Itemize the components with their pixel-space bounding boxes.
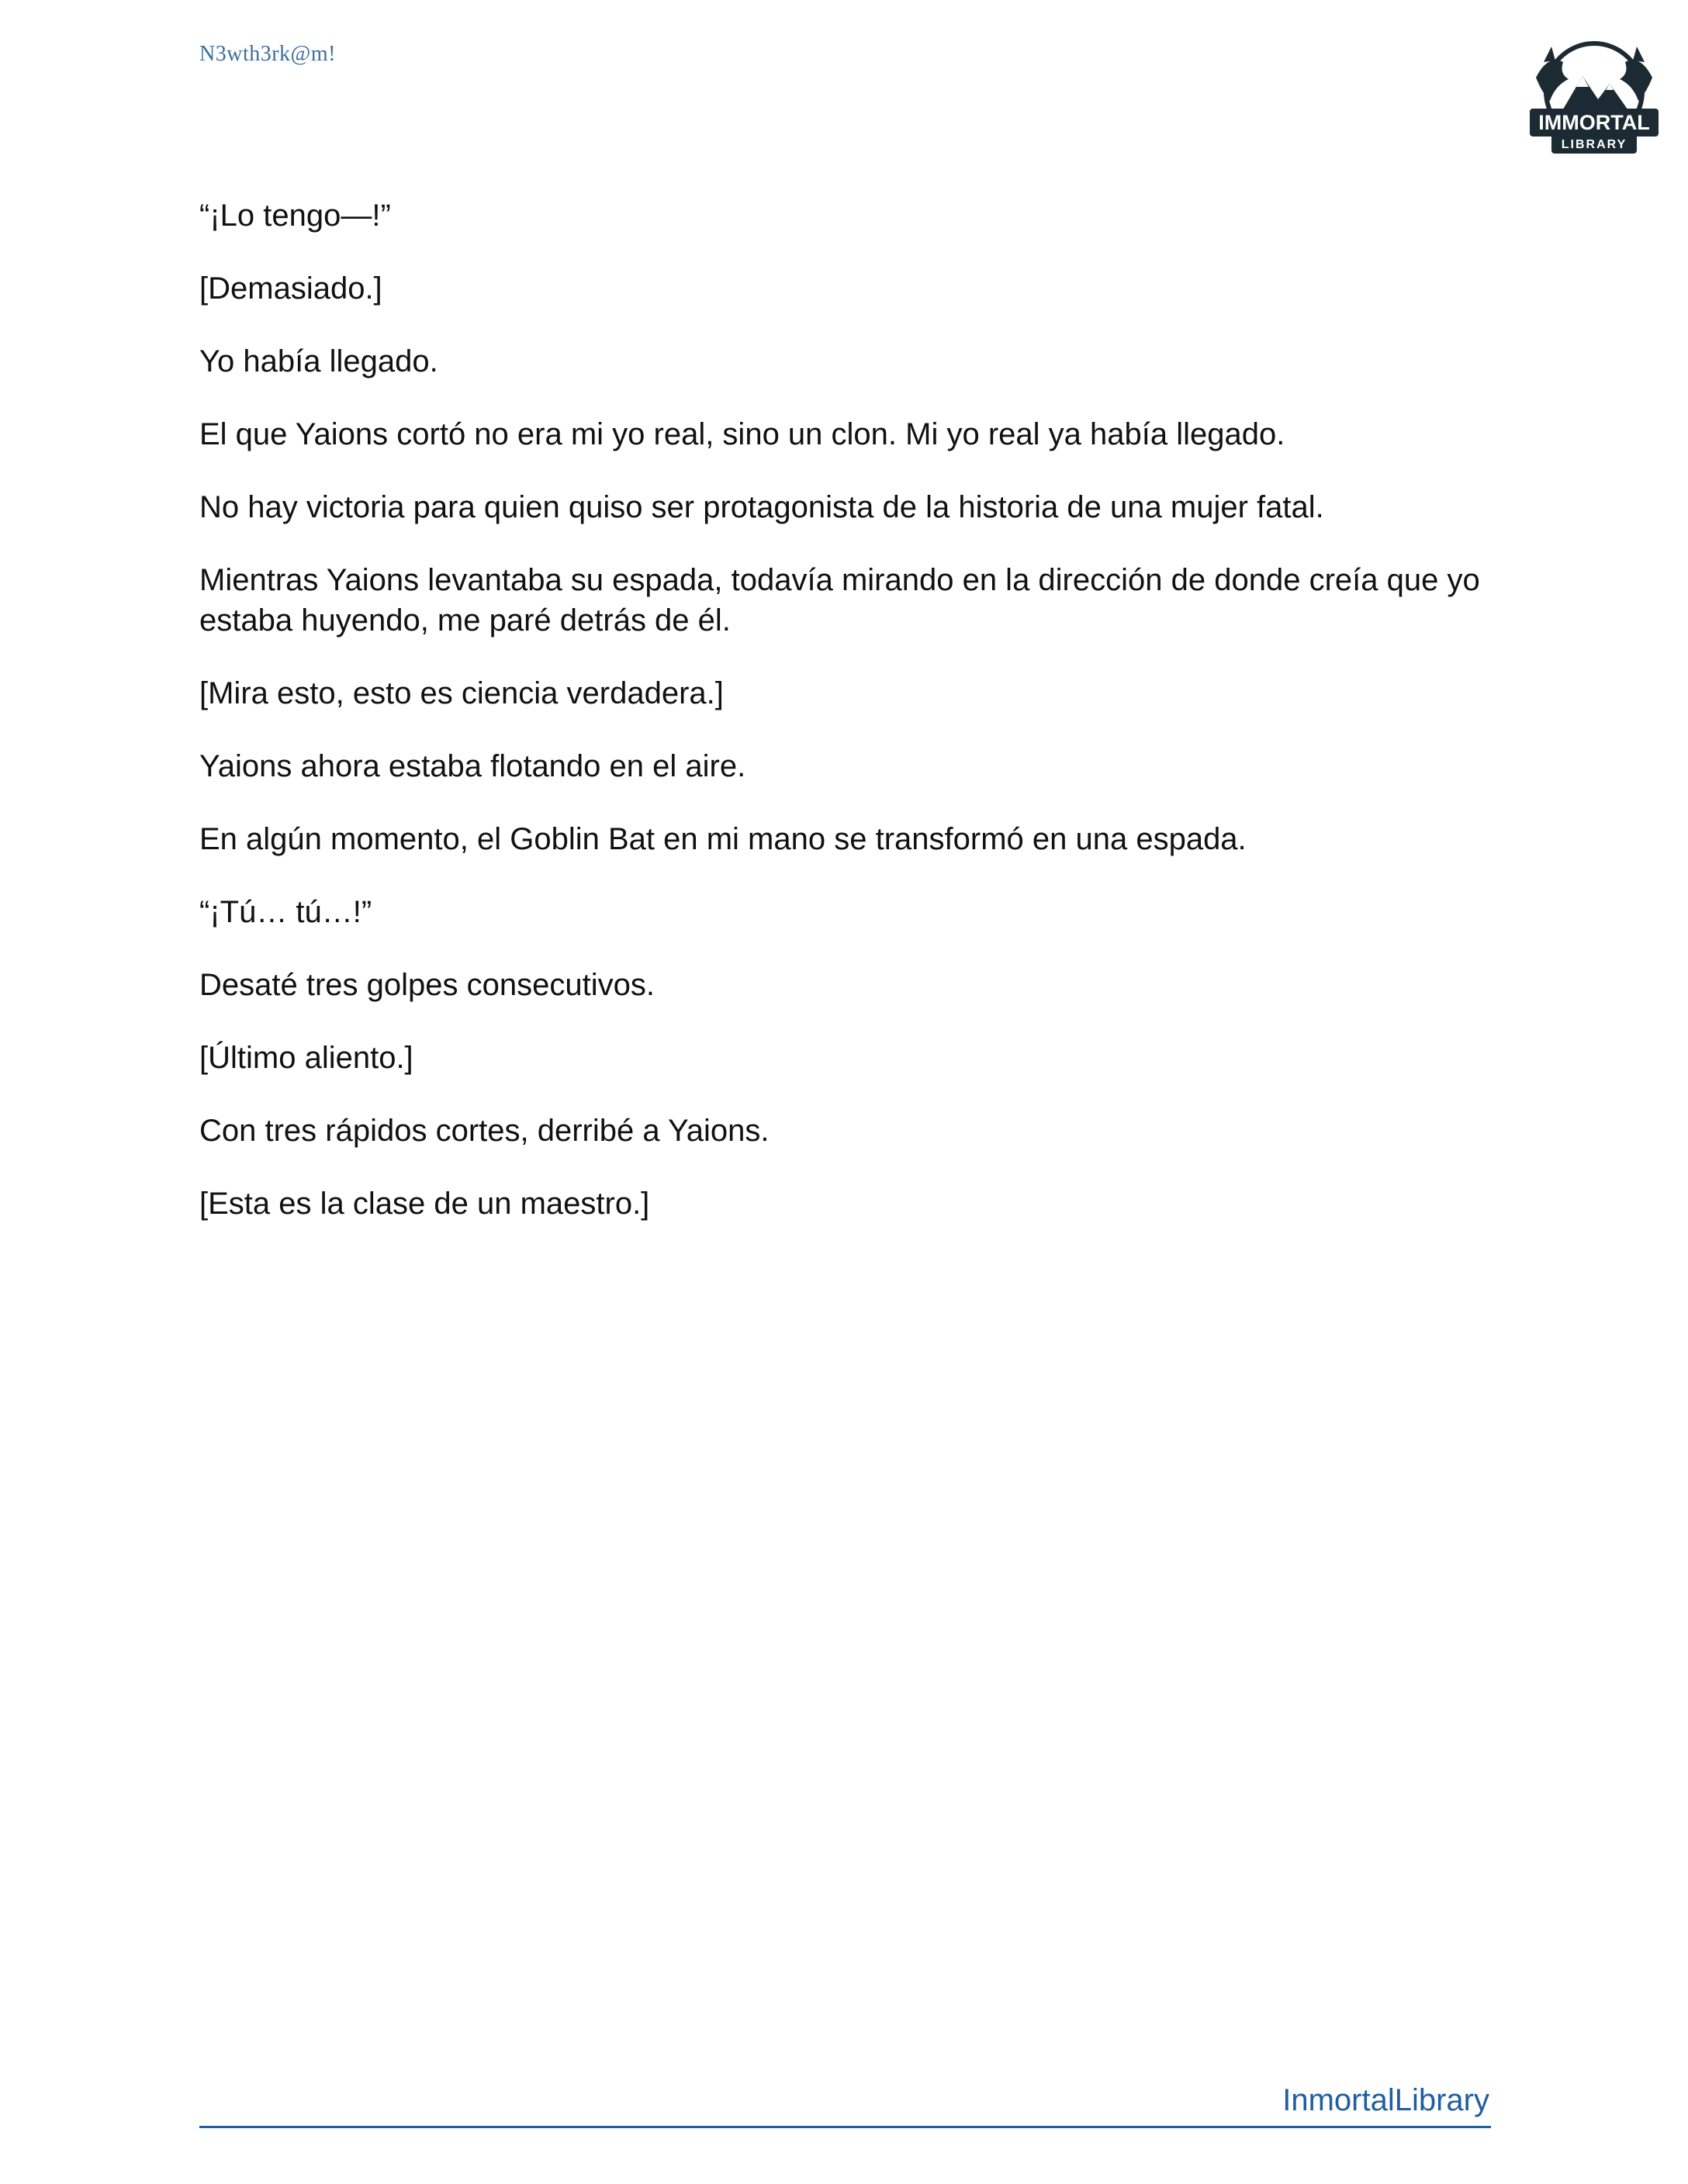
paragraph: Yo había llegado.: [199, 344, 438, 378]
paragraph: No hay victoria para quien quiso ser protagonista de la historia de una mujer fatal.: [199, 490, 1324, 524]
footer-site-link[interactable]: InmortalLibrary: [1282, 2083, 1489, 2117]
paragraph: Mientras Yaions levantaba su espada, todavía mirando en la dirección de donde creía que yo estaba huyendo, me paré detrás de él.: [199, 563, 1480, 638]
logo-emblem-icon: [1520, 31, 1668, 163]
header-watermark: N3wth3rk@m!: [199, 42, 336, 66]
logo-text-bottom: LIBRARY: [1561, 138, 1627, 151]
footer-divider: [199, 2126, 1491, 2128]
paragraph: Yaions ahora estaba flotando en el aire.: [199, 749, 746, 783]
paragraph: “¡Lo tengo—!”: [199, 199, 391, 233]
chapter-body: [199, 195, 1503, 1256]
paragraph: [Mira esto, esto es ciencia verdadera.]: [199, 676, 724, 710]
paragraph: [Demasiado.]: [199, 271, 382, 306]
paragraph: [Último aliento.]: [199, 1041, 413, 1075]
immortal-library-logo: [1520, 31, 1668, 163]
paragraph: Desaté tres golpes consecutivos.: [199, 968, 655, 1002]
logo-text-top: IMMORTAL: [1538, 111, 1650, 134]
paragraph: Con tres rápidos cortes, derribé a Yaions.: [199, 1114, 770, 1148]
paragraph: “¡Tú… tú…!”: [199, 895, 372, 929]
paragraph: En algún momento, el Goblin Bat en mi mano se transformó en una espada.: [199, 822, 1247, 856]
paragraph: [Esta es la clase de un maestro.]: [199, 1187, 650, 1221]
paragraph: El que Yaions cortó no era mi yo real, sino un clon. Mi yo real ya había llegado.: [199, 417, 1285, 451]
